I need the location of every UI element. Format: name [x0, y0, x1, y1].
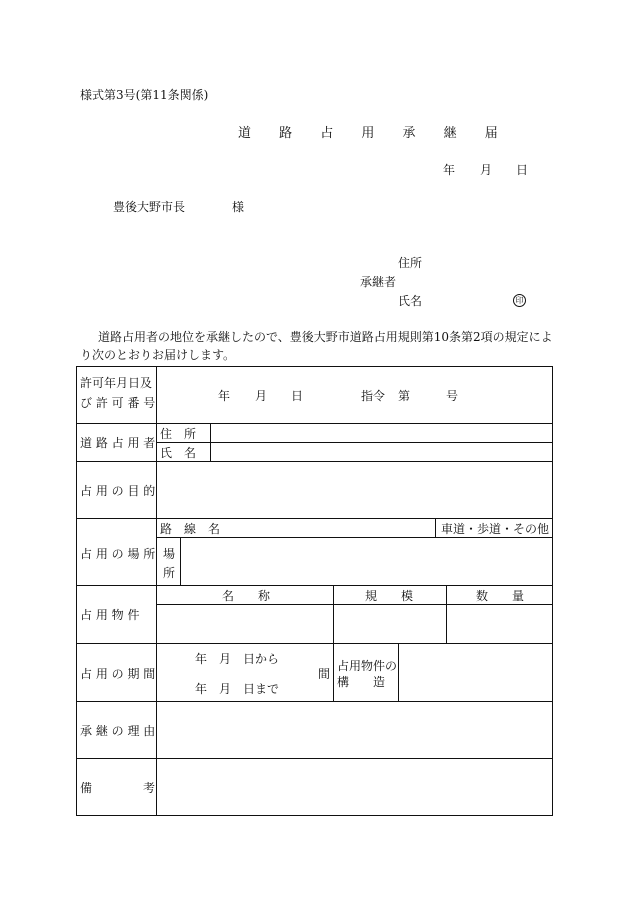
row5-col-name: 名 称: [222, 589, 271, 603]
table-border-right: [552, 366, 553, 816]
row1-day: 日: [291, 389, 304, 403]
row1-number-suffix: 号: [446, 389, 459, 403]
row4-road-type: 車道・歩道・その他: [441, 522, 550, 536]
row-divider-7: [76, 758, 553, 759]
body-text: 道路占用者の地位を承継したので、豊後大野市道路占用規則第10条第2項の規定により次のとおりお届けします。: [80, 330, 553, 362]
form-title: 道 路 占 用 承 継 届: [238, 126, 510, 141]
row7-label: 承 継 の 理 由: [80, 724, 156, 738]
row4-place-2: 所: [163, 566, 176, 580]
label-column-divider: [156, 366, 157, 816]
row6-col-divider-2: [398, 643, 399, 701]
row2-label: 道 路 占 用 者: [80, 436, 156, 450]
addressee-name: 豊後大野市長: [113, 200, 186, 214]
applicant-role-label: 承継者: [360, 275, 397, 289]
row4-route-label: 路 線 名: [160, 522, 221, 536]
row1-label-line2: び 許 可 番 号: [80, 396, 156, 410]
row3-label: 占 用 の 目 的: [80, 484, 156, 498]
row4-inner-divider: [156, 537, 553, 538]
row2-sublabel-divider: [210, 423, 211, 461]
row6-from: 年 月 日から: [195, 652, 280, 666]
row2-inner-divider: [156, 442, 553, 443]
row4-place-divider: [180, 537, 181, 585]
row6-col-divider-1: [333, 643, 334, 701]
row4-place-1: 場: [163, 547, 176, 561]
row8-label-2: 考: [143, 781, 156, 795]
table-border-left: [76, 366, 77, 816]
row1-label-line1: 許可年月日及: [80, 376, 153, 390]
row5-label: 占 用 物 件: [80, 608, 140, 622]
row4-label: 占 用 の 場 所: [80, 547, 156, 561]
applicant-name-label: 氏名: [398, 294, 423, 308]
table-border-top: [76, 366, 553, 367]
row5-col-scale: 規 模: [365, 589, 414, 603]
form-number: 様式第3号(第11条関係): [80, 88, 209, 102]
row5-header-divider: [156, 604, 553, 605]
date-month: 月: [480, 163, 493, 177]
row1-number-prefix: 第: [398, 389, 411, 403]
row-divider-3: [76, 518, 553, 519]
row5-col-divider-1: [333, 585, 334, 643]
seal-glyph: 印: [513, 294, 526, 307]
row-divider-6: [76, 701, 553, 702]
row1-directive: 指令: [361, 389, 386, 403]
row1-month: 月: [255, 389, 268, 403]
row6-structure-line1: 占用物件の: [337, 659, 398, 673]
seal-mark: [513, 292, 526, 307]
applicant-address-label: 住所: [398, 256, 423, 270]
row5-col-divider-2: [446, 585, 447, 643]
row8-label-1: 備: [80, 781, 93, 795]
row-divider-2: [76, 461, 553, 462]
row4-roadtype-divider: [435, 518, 436, 537]
row-divider-4: [76, 585, 553, 586]
row5-col-qty: 数 量: [476, 589, 525, 603]
table-border-bottom: [76, 815, 553, 816]
addressee-honorific: 様: [232, 200, 245, 214]
row6-to: 年 月 日まで: [195, 682, 280, 696]
row-divider-5: [76, 643, 553, 644]
row-divider-1: [76, 423, 553, 424]
row2-name-label: 氏 名: [160, 446, 197, 460]
date-day: 日: [516, 163, 529, 177]
date-year: 年: [443, 163, 456, 177]
row6-label: 占 用 の 期 間: [80, 667, 156, 681]
row6-between: 間: [318, 667, 331, 681]
row6-structure-line2: 構 造: [337, 675, 386, 689]
row1-year: 年: [218, 389, 231, 403]
row2-address-label: 住 所: [160, 427, 197, 441]
